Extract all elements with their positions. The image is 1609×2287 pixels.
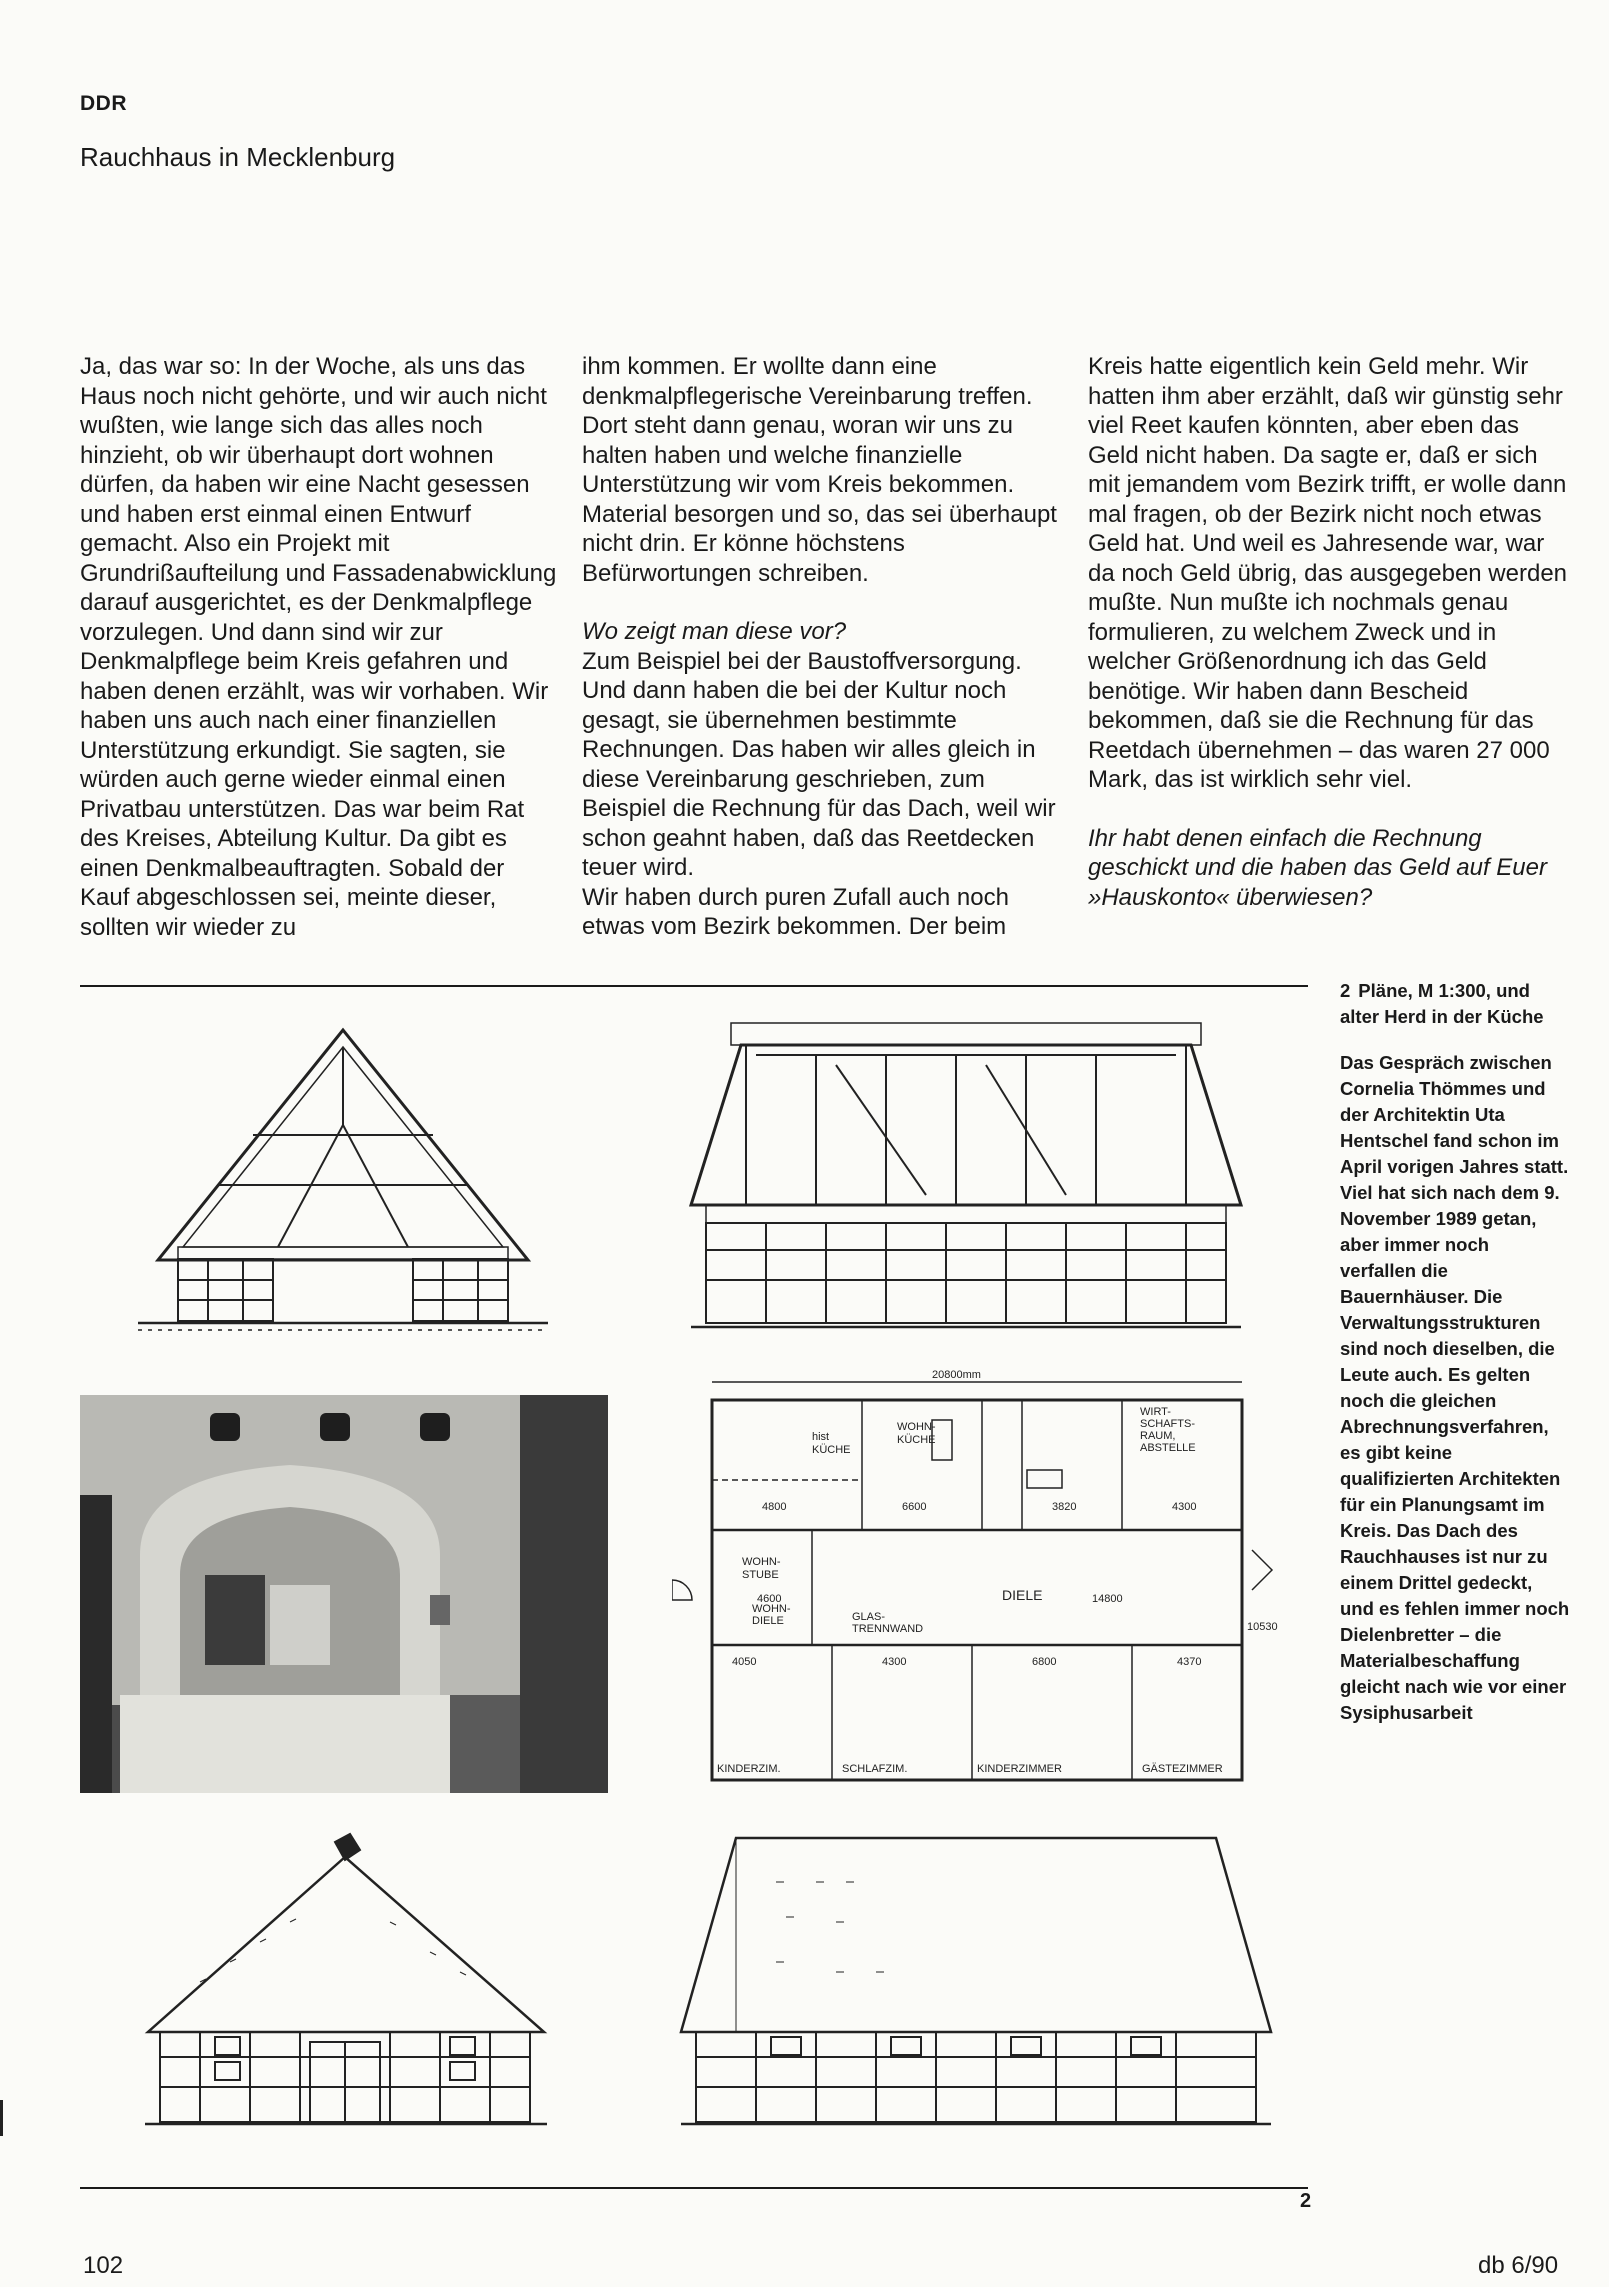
svg-text:RAUM,: RAUM, — [1140, 1430, 1176, 1442]
margin-mark — [0, 2100, 3, 2136]
paragraph: Kreis hatte eigentlich kein Geld mehr. Wir hatten ihm aber erzählt, daß wir günstig sehr viel Reet kaufen könnten, aber eben das Geld nicht haben. Da sagte er, daß er sich mit jemandem vom Bezirk trifft, er wolle dann mal fragen, ob der Bezirk nicht noch etwas Geld hat. Und weil es Jahresende war, war da noch Geld übrig, das ausgegeben werden mußte. Nun mußte ich nochmals genau formulieren, zu welchem Zweck und in welcher Größenordnung ich das Geld benötige. Wir haben dann Bescheid bekommen, daß sie die Rechnung für das Reetdach übernehmen – das waren 27 000 Mark, das ist wirklich sehr viel. — [1088, 353, 1568, 793]
plan-dim: 14800 — [1092, 1593, 1123, 1605]
plan-schlafzim-label: SCHLAFZIM. — [842, 1763, 908, 1775]
plan-dim: 4050 — [732, 1656, 757, 1668]
plan-kinderzim-label: KINDERZIM. — [717, 1763, 781, 1775]
longitudinal-section-drawing — [686, 1005, 1246, 1335]
svg-text:WIRT-: WIRT- — [1140, 1406, 1171, 1418]
plan-dim: 4600 — [757, 1593, 782, 1605]
svg-text:ABSTELLE: ABSTELLE — [1140, 1442, 1196, 1454]
svg-text:KÜCHE: KÜCHE — [897, 1434, 936, 1446]
plan-dim: 4370 — [1177, 1656, 1202, 1668]
text-column-1 — [80, 352, 560, 942]
plan-dim: 4300 — [882, 1656, 907, 1668]
cross-section-drawing — [128, 1025, 558, 1335]
caption-number: 2 — [1340, 980, 1351, 1001]
paragraph: Wir haben durch puren Zufall auch noch etwas vom Bezirk bekommen. Der beim — [582, 883, 1009, 940]
svg-text:SCHAFTS-: SCHAFTS- — [1140, 1418, 1195, 1430]
interview-question: Wo zeigt man diese vor? — [582, 618, 847, 645]
paragraph: Zum Beispiel bei der Baustoffversorgung. Und dann haben die bei der Kultur noch gesagt, sie übernehmen bestimmte Rechnungen. Das haben wir alles gleich in diese Vereinbarung geschrieben, zum Beispiel die Rechnung für das Dach, weil wir schon geahnt haben, daß das Reetdecken teuer wird. — [582, 647, 1056, 881]
plan-kinderzimmer-label: KINDERZIMMER — [977, 1763, 1062, 1775]
svg-text:TRENNWAND: TRENNWAND — [852, 1623, 924, 1635]
plan-dim: 4300 — [1172, 1501, 1197, 1513]
svg-text:STUBE: STUBE — [742, 1569, 779, 1581]
top-divider — [80, 985, 1308, 987]
section-label: DDR — [80, 92, 127, 115]
plan-dim: 6600 — [902, 1501, 927, 1513]
floor-plan-drawing — [672, 1360, 1280, 1800]
text-column-2 — [582, 352, 1062, 942]
svg-text:GLAS-: GLAS- — [852, 1611, 886, 1623]
old-stove-photo — [80, 1395, 608, 1793]
caption-heading-text: Pläne, M 1:300, und alter Herd in der Küche — [1340, 980, 1544, 1027]
svg-text:WOHN-: WOHN- — [897, 1421, 936, 1433]
gable-elevation-drawing — [140, 1832, 552, 2132]
page-number: 102 — [83, 2252, 124, 2279]
plan-diele-label: DIELE — [1002, 1587, 1043, 1603]
svg-text:KÜCHE: KÜCHE — [812, 1444, 851, 1456]
caption-heading — [1340, 978, 1570, 1030]
figure-number: 2 — [1300, 2190, 1312, 2212]
figure-caption — [1340, 978, 1570, 1726]
plan-dim: 4800 — [762, 1501, 787, 1513]
caption-body: Das Gespräch zwischen Cornelia Thömmes und der Architektin Uta Hentschel fand schon im April vorigen Jahres statt. Viel hat sich nach dem 9. November 1989 getan, aber immer noch verfallen die Bauernhäuser. Die Verwaltungsstrukturen sind noch dieselben, die Leute auch. Es gelten noch die gleichen Abrechnungsverfahren, es gibt keine qualifizierten Architekten für ein Planungsamt im Kreis. Das Dach des Rauchhauses ist nur zu einem Drittel gedeckt, und es fehlen immer noch Dielenbretter – die Materialbeschaffung gleicht nach wie vor einer Sysiphusarbeit — [1340, 1052, 1570, 1723]
interview-question: Ihr habt denen einfach die Rechnung geschickt und die haben das Geld auf Euer »Hauskonto« überwiesen? — [1088, 824, 1547, 911]
plan-dim: 6800 — [1032, 1656, 1057, 1668]
bottom-divider — [80, 2187, 1308, 2189]
side-elevation-drawing — [676, 1832, 1276, 2132]
paragraph: Ja, das war so: In der Woche, als uns das Haus noch nicht gehörte, und wir auch nicht wußten, wie lange sich das alles noch hinzieht, ob wir überhaupt dort wohnen dürfen, da haben wir eine Nacht gesessen und haben erst einmal einen Entwurf gemacht. Also ein Projekt mit Grundrißaufteilung und Fassadenabwicklung darauf ausgerichtet, es der Denkmalpflege vorzulegen. Und dann sind wir zur Denkmalpflege beim Kreis gefahren und haben denen erzählt, was wir vorhaben. Wir haben uns auch nach einer finanziellen Unterstützung erkundigt. Sie sagten, sie würden auch gerne wieder einmal einen Privatbau unterstützen. Das war beim Rat des Kreises, Abteilung Kultur. Da gibt es einen Denkmalbeauftragten. Sobald der Kauf abgeschlossen sei, meinte dieser, sollten wir wieder zu — [80, 353, 557, 941]
plan-overall-dim: 20800mm — [932, 1369, 981, 1381]
plan-gaestezimmer-label: GÄSTEZIMMER — [1142, 1763, 1223, 1775]
plan-dim: 3820 — [1052, 1501, 1077, 1513]
paragraph: ihm kommen. Er wollte dann eine denkmalpflegerische Vereinbarung treffen. Dort steht dann genau, woran wir uns zu halten haben und welche finanzielle Unterstützung wir vom Kreis bekommen. Material besorgen und so, das sei überhaupt nicht drin. Er könne höchstens Befürwortungen schreiben. — [582, 353, 1057, 587]
article-title: Rauchhaus in Mecklenburg — [80, 142, 396, 172]
svg-text:WOHN-: WOHN- — [742, 1556, 781, 1568]
svg-text:DIELE: DIELE — [752, 1615, 784, 1627]
journal-reference: db 6/90 — [1478, 2252, 1559, 2279]
plan-dim: 10530 — [1247, 1621, 1278, 1633]
svg-text:WOHN-: WOHN- — [752, 1603, 791, 1615]
text-column-3 — [1088, 352, 1570, 912]
svg-text:hist: hist — [812, 1431, 830, 1443]
